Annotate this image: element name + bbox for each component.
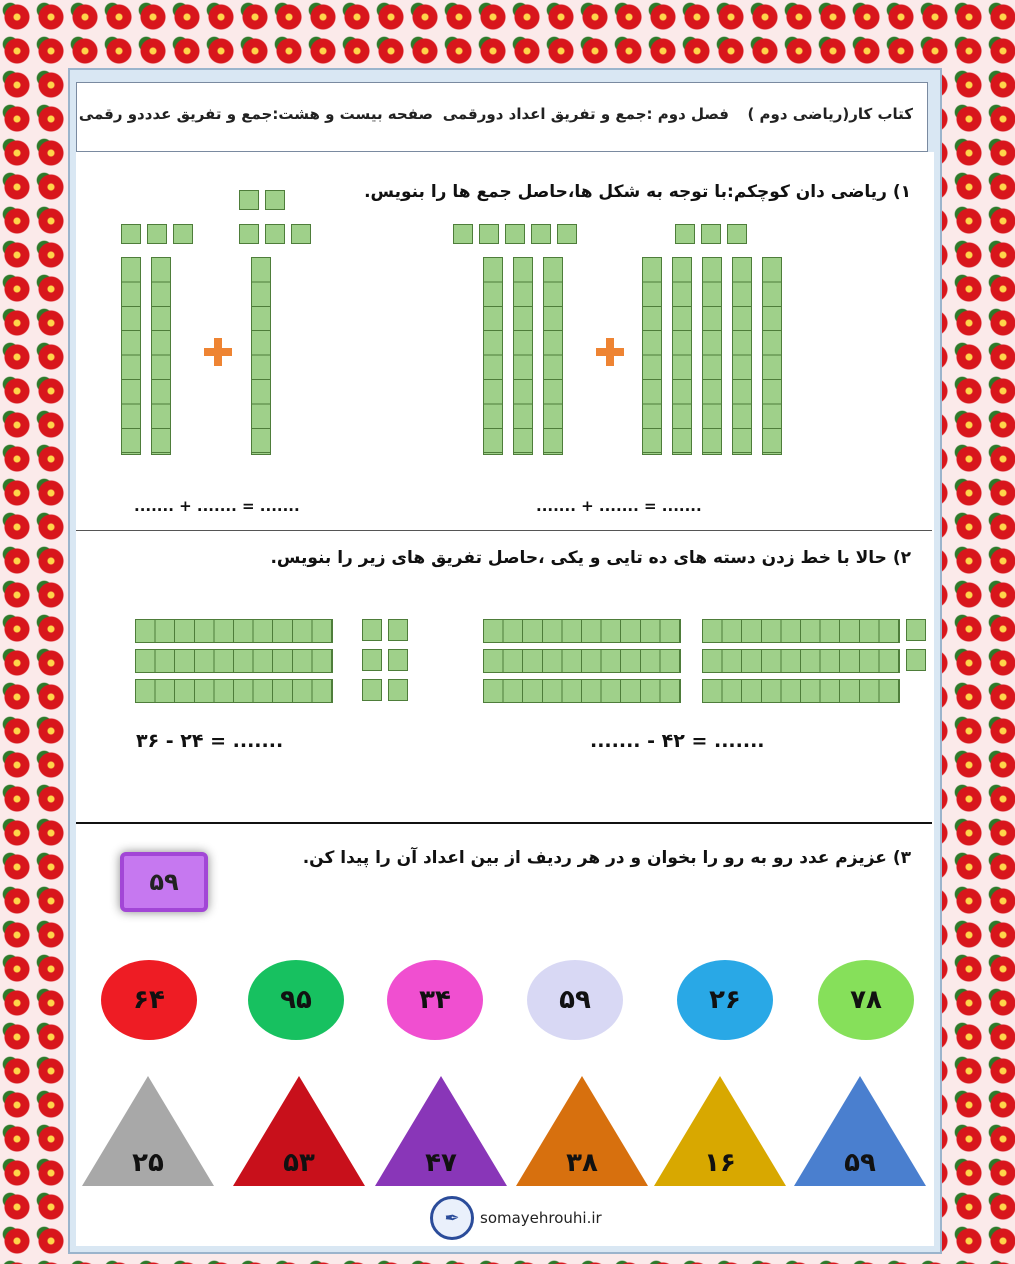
unit-cube xyxy=(173,224,193,244)
ten-rod xyxy=(483,257,503,455)
number-circle[interactable]: ۹۵ xyxy=(248,960,344,1040)
ten-rod xyxy=(642,257,662,455)
triangle-number: ۵۳ xyxy=(283,1148,315,1178)
ten-rod xyxy=(151,257,171,455)
ten-rod xyxy=(672,257,692,455)
unit-cube xyxy=(906,649,926,671)
unit-cube xyxy=(388,679,408,701)
unit-cube xyxy=(557,224,577,244)
unit-cube xyxy=(362,649,382,671)
equation-2-left[interactable]: ۳۶ - ۲۴ = ....... xyxy=(136,730,284,752)
ten-rod xyxy=(121,257,141,455)
triangle-number: ۱۶ xyxy=(704,1148,736,1178)
ten-strip xyxy=(135,619,333,643)
triangle-number: ۴۷ xyxy=(425,1148,457,1178)
ten-strip xyxy=(483,679,681,703)
unit-cube xyxy=(453,224,473,244)
unit-cube xyxy=(479,224,499,244)
section-divider xyxy=(76,530,932,531)
unit-cube xyxy=(147,224,167,244)
unit-cube xyxy=(906,619,926,641)
ten-rod xyxy=(762,257,782,455)
chapter-title: فصل دوم :جمع و تفریق اعداد دورقمی xyxy=(442,105,729,123)
ten-strip xyxy=(702,649,900,673)
number-circle[interactable]: ۲۶ xyxy=(677,960,773,1040)
equation-2-right[interactable]: ....... - ۴۲ = ....... xyxy=(590,730,765,752)
footer xyxy=(430,1196,602,1240)
unit-cube xyxy=(701,224,721,244)
question-1-title: ۱) ریاضی دان کوچکم:با توجه به شکل ها،حاصل جمع ها را بنویس. xyxy=(364,182,911,202)
calligraphy-logo-icon: ✒ xyxy=(430,1196,474,1240)
number-circle[interactable]: ۶۴ xyxy=(101,960,197,1040)
book-title: کتاب کار(ریاضی دوم ) xyxy=(747,105,913,123)
ten-strip xyxy=(702,679,900,703)
ten-rod xyxy=(251,257,271,455)
ten-strip xyxy=(135,679,333,703)
number-circle[interactable]: ۵۹ xyxy=(527,960,623,1040)
triangle-number: ۵۹ xyxy=(844,1148,876,1178)
unit-cube xyxy=(362,679,382,701)
equation-1-right[interactable]: ....... + ....... = ....... xyxy=(536,497,702,515)
unit-cube xyxy=(265,190,285,210)
ten-rod xyxy=(732,257,752,455)
ten-strip xyxy=(702,619,900,643)
ten-rod xyxy=(543,257,563,455)
unit-cube xyxy=(388,649,408,671)
ten-rod xyxy=(702,257,722,455)
unit-cube xyxy=(675,224,695,244)
triangle-number: ۳۸ xyxy=(566,1148,598,1178)
plus-icon xyxy=(596,338,624,366)
number-circle[interactable]: ۳۴ xyxy=(387,960,483,1040)
triangle-number: ۲۵ xyxy=(132,1148,164,1178)
unit-cube xyxy=(505,224,525,244)
unit-cube xyxy=(121,224,141,244)
unit-cube xyxy=(291,224,311,244)
plus-icon xyxy=(204,338,232,366)
unit-cube xyxy=(388,619,408,641)
section-divider xyxy=(76,822,932,824)
unit-cube xyxy=(362,619,382,641)
question-2-title: ۲) حالا با خط زدن دسته های ده تایی و یکی ،حاصل تفریق های زیر را بنویس. xyxy=(270,548,911,568)
number-circle[interactable]: ۷۸ xyxy=(818,960,914,1040)
ten-strip xyxy=(483,649,681,673)
ten-strip xyxy=(135,649,333,673)
question-3-title: ۳) عزیزم عدد رو به رو را بخوان و در هر ردیف از بین اعداد آن را پیدا کن. xyxy=(302,848,911,868)
ten-strip xyxy=(483,619,681,643)
unit-cube xyxy=(531,224,551,244)
ten-rod xyxy=(513,257,533,455)
unit-cube xyxy=(239,224,259,244)
equation-1-left[interactable]: ....... + ....... = ....... xyxy=(134,497,300,515)
site-url[interactable]: somayehrouhi.ir xyxy=(480,1209,602,1227)
worksheet-header xyxy=(76,82,928,152)
target-number-box: ۵۹ xyxy=(120,852,208,912)
page-title: صفحه بیست و هشت:جمع و تفریق عدددو رقمی xyxy=(78,105,433,123)
unit-cube xyxy=(239,190,259,210)
unit-cube xyxy=(727,224,747,244)
unit-cube xyxy=(265,224,285,244)
